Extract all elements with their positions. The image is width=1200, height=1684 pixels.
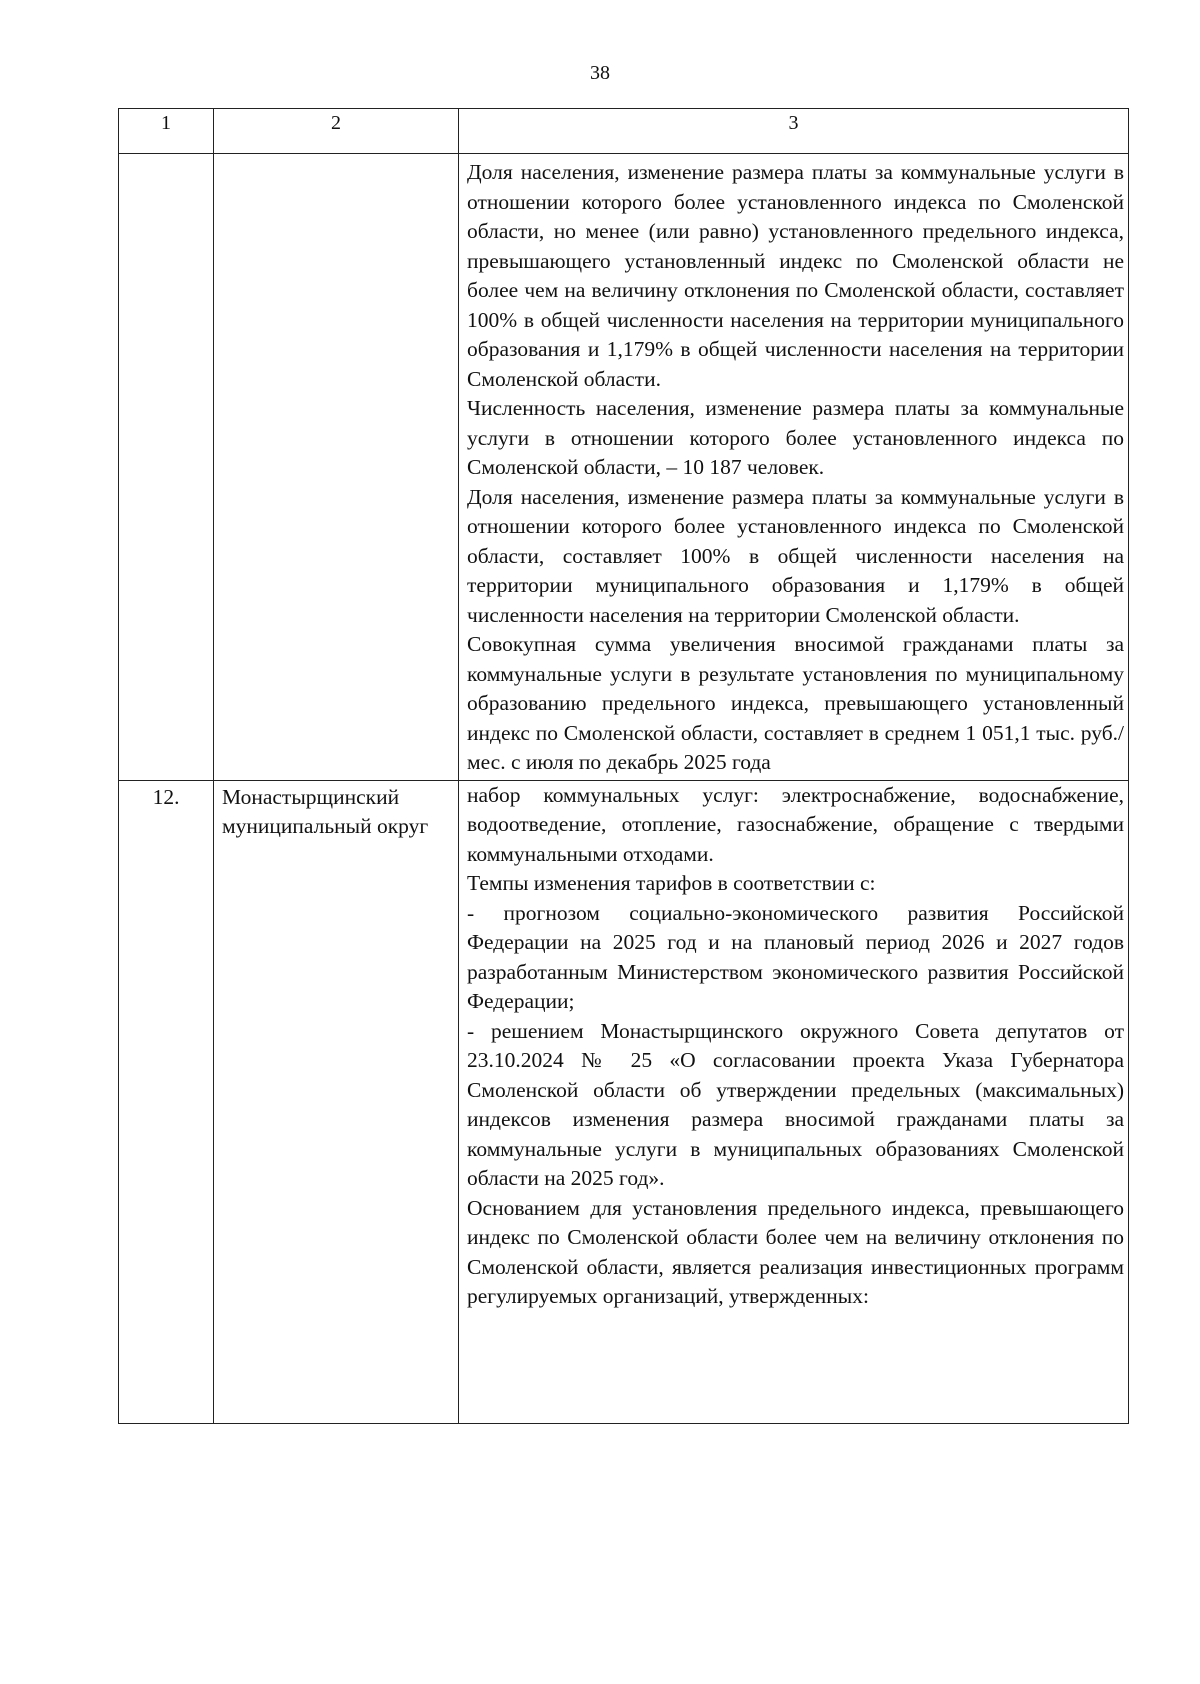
row-number [119,154,214,781]
municipality-name [214,154,459,781]
page-number: 38 [590,62,610,84]
document-table [118,108,1129,1424]
row-number: 12. [119,780,214,1423]
table-row [119,154,1129,781]
paragraph: Численность населения, изменение размера платы за коммунальные услуги в отношении которого более установленного индекса по Смоленской области, – 10 187 человек. [467,396,1124,479]
paragraph: Доля населения, изменение размера платы за коммунальные услуги в отношении которого более установленного индекса по Смоленской области, но менее (или равно) установленного предельного индекса, превышающего установленный индекс по Смоленской области не более чем на величину отклонения по Смоленской области, составляет 100% в общей численности населения на территории муниципального образования и 1,179% в общей численности населения на территории Смоленской области. [467,160,1124,391]
paragraph: - прогнозом социально-экономического развития Российской Федерации на 2025 год и на плановый период 2026 и 2027 годов разработанным Министерством экономического развития Российской Федерации; [467,900,1124,1013]
paragraph: Совокупная сумма увеличения вносимой гражданами платы за коммунальные услуги в результате установления по муниципальному образованию предельного индекса, превышающего установленный индекс по Смоленской области, составляет в среднем 1 051,1 тыс. руб./мес. с июля по декабрь 2025 года [467,632,1124,774]
paragraph: Основанием для установления предельного индекса, превышающего индекс по Смоленской области более чем на величину отклонения по Смоленской области, является реализация инвестиционных программ регулируемых организаций, утвержденных: [467,1195,1124,1308]
paragraph: - решением Монастырщинского окружного Совета депутатов от 23.10.2024 № 25 «О согласовании проекта Указа Губернатора Смоленской области об утверждении предельных (максимальных) индексов изменения размера вносимой гражданами платы за коммунальные услуги в муниципальных образованиях Смоленской области на 2025 год». [467,1018,1124,1190]
column-header-3: 3 [459,109,1129,154]
column-header-1: 1 [119,109,214,154]
column-header-2: 2 [214,109,459,154]
description-cell [459,780,1129,1423]
table-header-row [119,109,1129,154]
table-row [119,780,1129,1423]
paragraph: набор коммунальных услуг: электроснабжение, водоснабжение, водоотведение, отопление, газоснабжение, обращение с твердыми коммунальными отходами. [467,782,1124,866]
paragraph: Темпы изменения тарифов в соответствии с: [467,871,876,895]
paragraph: Доля населения, изменение размера платы за коммунальные услуги в отношении которого более установленного индекса по Смоленской области, составляет 100% в общей численности населения на территории муниципального образования и 1,179% в общей численности населения на территории Смоленской области. [467,484,1124,627]
municipality-name: Монастырщинский муниципальный округ [214,780,459,1423]
description-cell [459,154,1129,781]
